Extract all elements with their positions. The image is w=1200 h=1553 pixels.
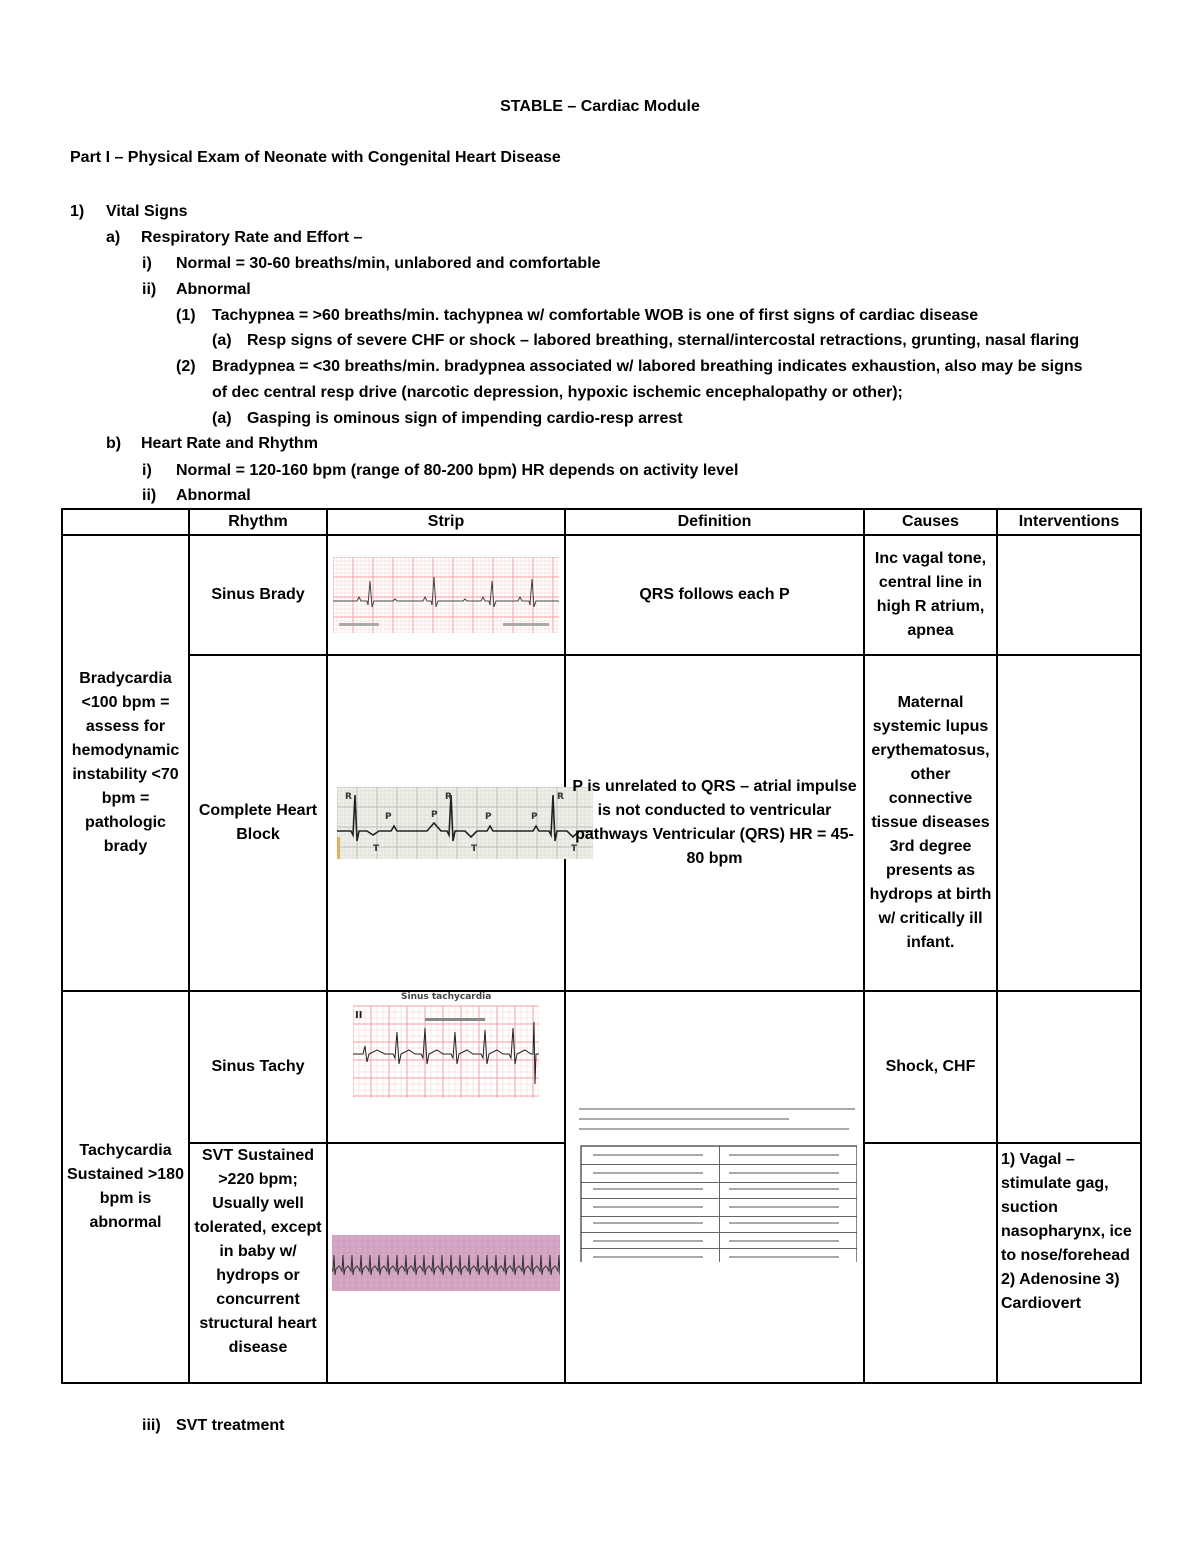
- interventions-cell: [997, 655, 1141, 991]
- definition-cell: QRS follows each P: [565, 535, 864, 655]
- arrhythmia-table: [61, 508, 1142, 1384]
- interventions-cell: 1) Vagal – stimulate gag, suction nasopharynx, ice to nose/forehead 2) Adenosine 3) Cardiovert: [997, 1143, 1141, 1383]
- outline-item: (2) Bradypnea = <30 breaths/min. bradypnea associated w/ labored breathing indicates exhaustion, also may be signs: [176, 358, 1083, 375]
- outline-item: 1) Vital Signs: [70, 203, 188, 220]
- header-cell: [62, 509, 189, 535]
- rhythm-cell: Complete Heart Block: [189, 655, 327, 991]
- header-cell: Interventions: [997, 509, 1141, 535]
- header-cell: Definition: [565, 509, 864, 535]
- outline-item: i) Normal = 120-160 bpm (range of 80-200 bpm) HR depends on activity level: [142, 462, 739, 479]
- t-wave-label: T: [373, 844, 380, 854]
- ecg-grid: [333, 557, 559, 633]
- table-row: [62, 535, 1141, 655]
- t-wave-label: T: [571, 844, 578, 854]
- strip-caption: Sinus tachycardia: [401, 992, 492, 1002]
- outline-item: i) Normal = 30-60 breaths/min, unlabored and comfortable: [142, 255, 601, 272]
- rhythm-cell: SVT Sustained >220 bpm; Usually well tolerated, except in baby w/ hydrops or concurrent structural heart disease: [189, 1143, 327, 1383]
- interventions-cell: [997, 535, 1141, 655]
- causes-cell: Inc vagal tone, central line in high R atrium, apnea: [864, 535, 997, 655]
- strip-cell: [327, 535, 565, 655]
- outline-item: (a) Gasping is ominous sign of impending cardio-resp arrest: [212, 410, 683, 427]
- outline-item: (1) Tachypnea = >60 breaths/min. tachypnea w/ comfortable WOB is one of first signs of cardiac disease: [176, 307, 979, 324]
- complete-heart-block-strip: [337, 787, 593, 859]
- strip-caption-mark: [503, 623, 549, 626]
- interventions-cell: [997, 991, 1141, 1143]
- page-title: STABLE – Cardiac Module: [500, 98, 700, 115]
- r-wave-label: R: [345, 792, 352, 802]
- strip-caption-mark: [339, 623, 379, 626]
- strip-annotation-mark: [425, 1018, 485, 1021]
- outline-item: ii) Abnormal: [142, 281, 251, 298]
- group-cell-bradycardia: Bradycardia <100 bpm = assess for hemodynamic instability <70 bpm = pathologic brady: [62, 535, 189, 991]
- strip-cell: [327, 655, 578, 991]
- header-cell: Strip: [327, 509, 565, 535]
- outline-item: a) Respiratory Rate and Effort –: [106, 229, 363, 246]
- svt-table-thumbnail: [573, 1102, 857, 1262]
- r-wave-label: R: [445, 792, 452, 802]
- sinus-tachy-strip: [353, 992, 539, 1100]
- svt-strip: [332, 1235, 560, 1291]
- causes-cell: Shock, CHF: [864, 991, 997, 1143]
- header-cell: Causes: [864, 509, 997, 535]
- outline-item: b) Heart Rate and Rhythm: [106, 435, 318, 452]
- p-wave-label: P: [385, 812, 392, 822]
- outline-item: ii) Abnormal: [142, 487, 251, 504]
- r-wave-label: R: [557, 792, 564, 802]
- sinus-brady-strip: [333, 557, 559, 633]
- rhythm-cell: Sinus Tachy: [189, 991, 327, 1143]
- p-wave-label: P: [531, 812, 538, 822]
- header-cell: Rhythm: [189, 509, 327, 535]
- outline-item: iii) SVT treatment: [142, 1417, 285, 1434]
- group-cell-tachycardia: Tachycardia Sustained >180 bpm is abnormal: [62, 991, 189, 1383]
- causes-cell: Maternal systemic lupus erythematosus, other connective tissue diseases 3rd degree presents as hydrops at birth w/ critically ill infant.: [864, 655, 997, 991]
- table-row: [62, 991, 1141, 1143]
- lead-label: II: [355, 1010, 363, 1021]
- table-header-row: [62, 509, 1141, 535]
- strip-cell: [327, 991, 565, 1143]
- outline-continuation: of dec central resp drive (narcotic depression, hypoxic ischemic encephalopathy or other);: [212, 384, 903, 401]
- t-wave-label: T: [471, 844, 478, 854]
- ecg-trace: [353, 1022, 539, 1084]
- definition-cell: [565, 991, 864, 1383]
- table-row: [62, 655, 1141, 991]
- causes-cell: [864, 1143, 997, 1383]
- p-wave-label: P: [431, 810, 438, 820]
- definition-cell: P is unrelated to QRS – atrial impulse is not conducted to ventricular pathways Ventricular (QRS) HR = 45-80 bpm: [565, 655, 864, 991]
- strip-cell: [327, 1143, 565, 1383]
- outline-item: (a) Resp signs of severe CHF or shock – labored breathing, sternal/intercostal retractions, grunting, nasal flaring: [212, 332, 1080, 349]
- part-heading: Part I – Physical Exam of Neonate with Congenital Heart Disease: [70, 149, 561, 166]
- rhythm-cell: Sinus Brady: [189, 535, 327, 655]
- p-wave-label: P: [485, 812, 492, 822]
